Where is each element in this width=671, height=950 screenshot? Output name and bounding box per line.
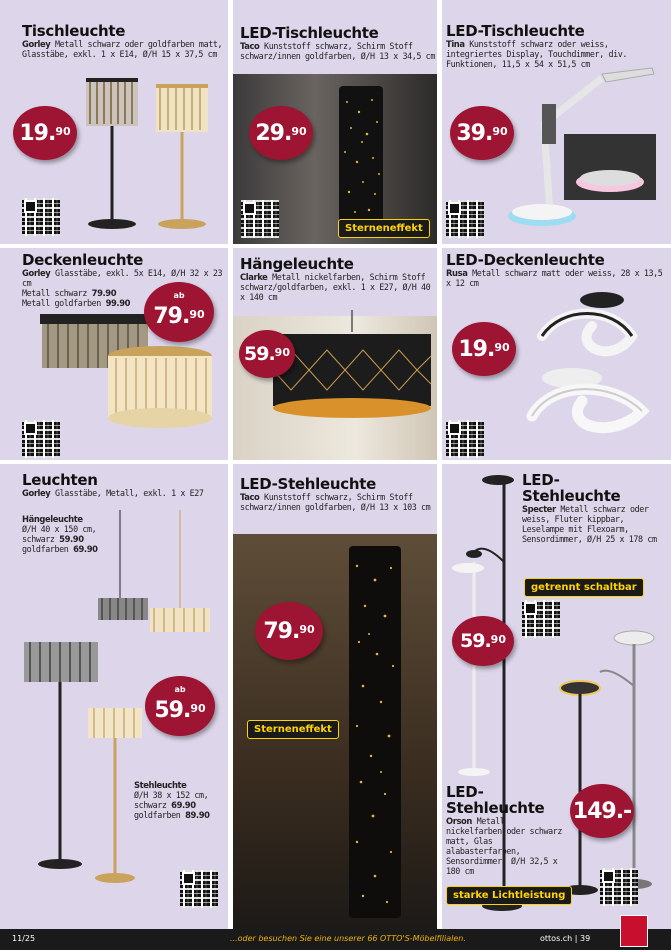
qr-code bbox=[600, 868, 638, 906]
price-badge: 19. $^{90}$ bbox=[452, 322, 516, 376]
pendant-lamp-image bbox=[269, 310, 435, 420]
product-brand: Taco bbox=[240, 41, 260, 51]
product-led-stehleuchten bbox=[442, 464, 671, 929]
qr-code bbox=[446, 420, 484, 458]
product-brand: Gorley bbox=[22, 39, 51, 49]
product-description: Metall nickelfarben, Schirm Stoff schwarz/goldfarben, exkl. 1 x E27, Ø/H 40 x 140 cm bbox=[240, 272, 431, 302]
star-lamp-image bbox=[337, 82, 387, 232]
footer-slogan: ...oder besuchen Sie eine unserer 66 OTTO'S-Möbelfilialen. bbox=[230, 934, 466, 943]
product-description: Metall schwarz matt oder weiss, 28 x 13,5 x 12 cm bbox=[446, 268, 663, 288]
product-title: Hängeleuchte bbox=[240, 255, 354, 273]
feature-tag: Sterneneffekt bbox=[338, 219, 430, 238]
product-description: Kunststoff schwarz oder weiss, integriertes Display, Touchdimmer, div. Funktionen, 11,5 x 54 x 51,5 cm bbox=[446, 39, 628, 69]
product-description: Kunststoff schwarz, Schirm Stoff schwarz/innen goldfarben, Ø/H 13 x 103 cm bbox=[240, 492, 431, 512]
star-floor-lamp-image bbox=[345, 546, 405, 926]
product-title: Deckenleuchte bbox=[22, 251, 143, 269]
price-badge: 59. $^{90}$ bbox=[239, 330, 295, 378]
product-led-tischleuchte-tina bbox=[442, 0, 671, 244]
product-description: Metall schwarz oder weiss, Fluter kippbar, Leselampe mit Flexoarm, Sensordimmer, Ø/H 25 x 178 cm bbox=[522, 504, 657, 544]
price-badge: 149.- bbox=[570, 784, 634, 838]
product-leuchten-gorley: Leuchten Gorley Glasstäbe, Metall, exkl. 1 x E27 Hängeleuchte Ø/H 40 x 150 cm, schwarz 59.90 goldfarben 69.90 ab 59. $^{90}$ Stehleuchte Ø/H 38 x 152 cm, schwarz 69.90 goldfarben 89.90 bbox=[0, 464, 228, 929]
sub-title: Hängeleuchte bbox=[22, 514, 83, 524]
product-brand: Gorley bbox=[22, 488, 51, 498]
product-description: Glasstäbe, exkl. 5x E14, Ø/H 32 x 23 cm bbox=[22, 268, 223, 288]
product-brand: Taco bbox=[240, 492, 260, 502]
qr-code bbox=[446, 200, 484, 238]
feature-tag: Sterneneffekt bbox=[247, 720, 339, 739]
product-haengeleuchte-clarke bbox=[233, 248, 437, 460]
product-description: Metall schwarz oder goldfarben matt, Glasstäbe, exkl. 1 x E14, Ø/H 15 x 37,5 cm bbox=[22, 39, 223, 59]
product-led-deckenleuchte-rusa bbox=[442, 248, 671, 460]
product-brand: Orson bbox=[446, 816, 472, 826]
product-title: Leuchten bbox=[22, 471, 98, 489]
uplighter-lamps-image bbox=[550, 626, 670, 896]
product-brand: Clarke bbox=[240, 272, 268, 282]
price-badge: 39. $^{90}$ bbox=[450, 106, 514, 160]
price-badge: 29. $^{90}$ bbox=[249, 106, 313, 160]
product-brand: Rusa bbox=[446, 268, 468, 278]
table-lamp-image bbox=[80, 72, 220, 237]
price-badge: 59. $^{90}$ bbox=[452, 616, 514, 666]
qr-code bbox=[22, 198, 60, 236]
product-title: LED- Stehleuchte bbox=[522, 471, 621, 505]
price-badge: ab 59. $^{90}$ bbox=[145, 676, 215, 736]
product-title: LED-Tischleuchte bbox=[446, 22, 585, 40]
desk-lamp-image bbox=[502, 64, 662, 236]
page-code: 11/25 bbox=[12, 934, 36, 943]
product-brand: Tina bbox=[446, 39, 465, 49]
product-description: Kunststoff schwarz, Schirm Stoff schwarz/innen goldfarben, Ø/H 13 x 34,5 cm bbox=[240, 41, 435, 61]
qr-code bbox=[180, 870, 218, 908]
product-brand: Specter bbox=[522, 504, 556, 514]
feature-tag: getrennt schaltbar bbox=[524, 578, 644, 597]
feature-tag: starke Lichtleistung bbox=[446, 886, 572, 905]
page-footer bbox=[0, 929, 671, 950]
product-title: LED- Stehleuchte bbox=[446, 783, 545, 817]
product-title: Tischleuchte bbox=[22, 22, 126, 40]
product-tischleuchte-gorley bbox=[0, 0, 227, 244]
product-led-tischleuchte-taco bbox=[233, 0, 437, 244]
footer-website[interactable]: ottos.ch | 39 bbox=[540, 934, 591, 943]
product-deckenleuchte-gorley: Deckenleuchte Gorley Glasstäbe, exkl. 5x E14, Ø/H 32 x 23 cm Metall schwarz 79.90 Metall goldfarben 99.90 ab 79. $^{90}$ bbox=[0, 248, 228, 460]
price-badge: 79. $^{90}$ bbox=[255, 602, 323, 660]
product-title: LED-Tischleuchte bbox=[240, 24, 379, 42]
product-description: Glasstäbe, Metall, exkl. 1 x E27 bbox=[50, 488, 204, 498]
product-brand: Gorley bbox=[22, 268, 51, 278]
qr-code bbox=[241, 200, 279, 238]
product-led-stehleuchte-taco bbox=[233, 464, 437, 929]
price-badge: ab 79. $^{90}$ bbox=[144, 282, 214, 342]
price-badge: 19. $^{90}$ bbox=[13, 106, 77, 160]
product-title: LED-Stehleuchte bbox=[240, 475, 376, 493]
led-ceiling-lamp-image bbox=[512, 286, 662, 456]
sub-title: Stehleuchte bbox=[134, 780, 187, 790]
ottos-logo bbox=[620, 915, 648, 947]
product-description: Metall nickelfarben oder schwarz matt, Glas alabasterfarben, Sensordimmer, Ø/H 32,5 x 180 cm bbox=[446, 816, 563, 876]
product-title: LED-Deckenleuchte bbox=[446, 251, 605, 269]
qr-code bbox=[22, 420, 60, 458]
